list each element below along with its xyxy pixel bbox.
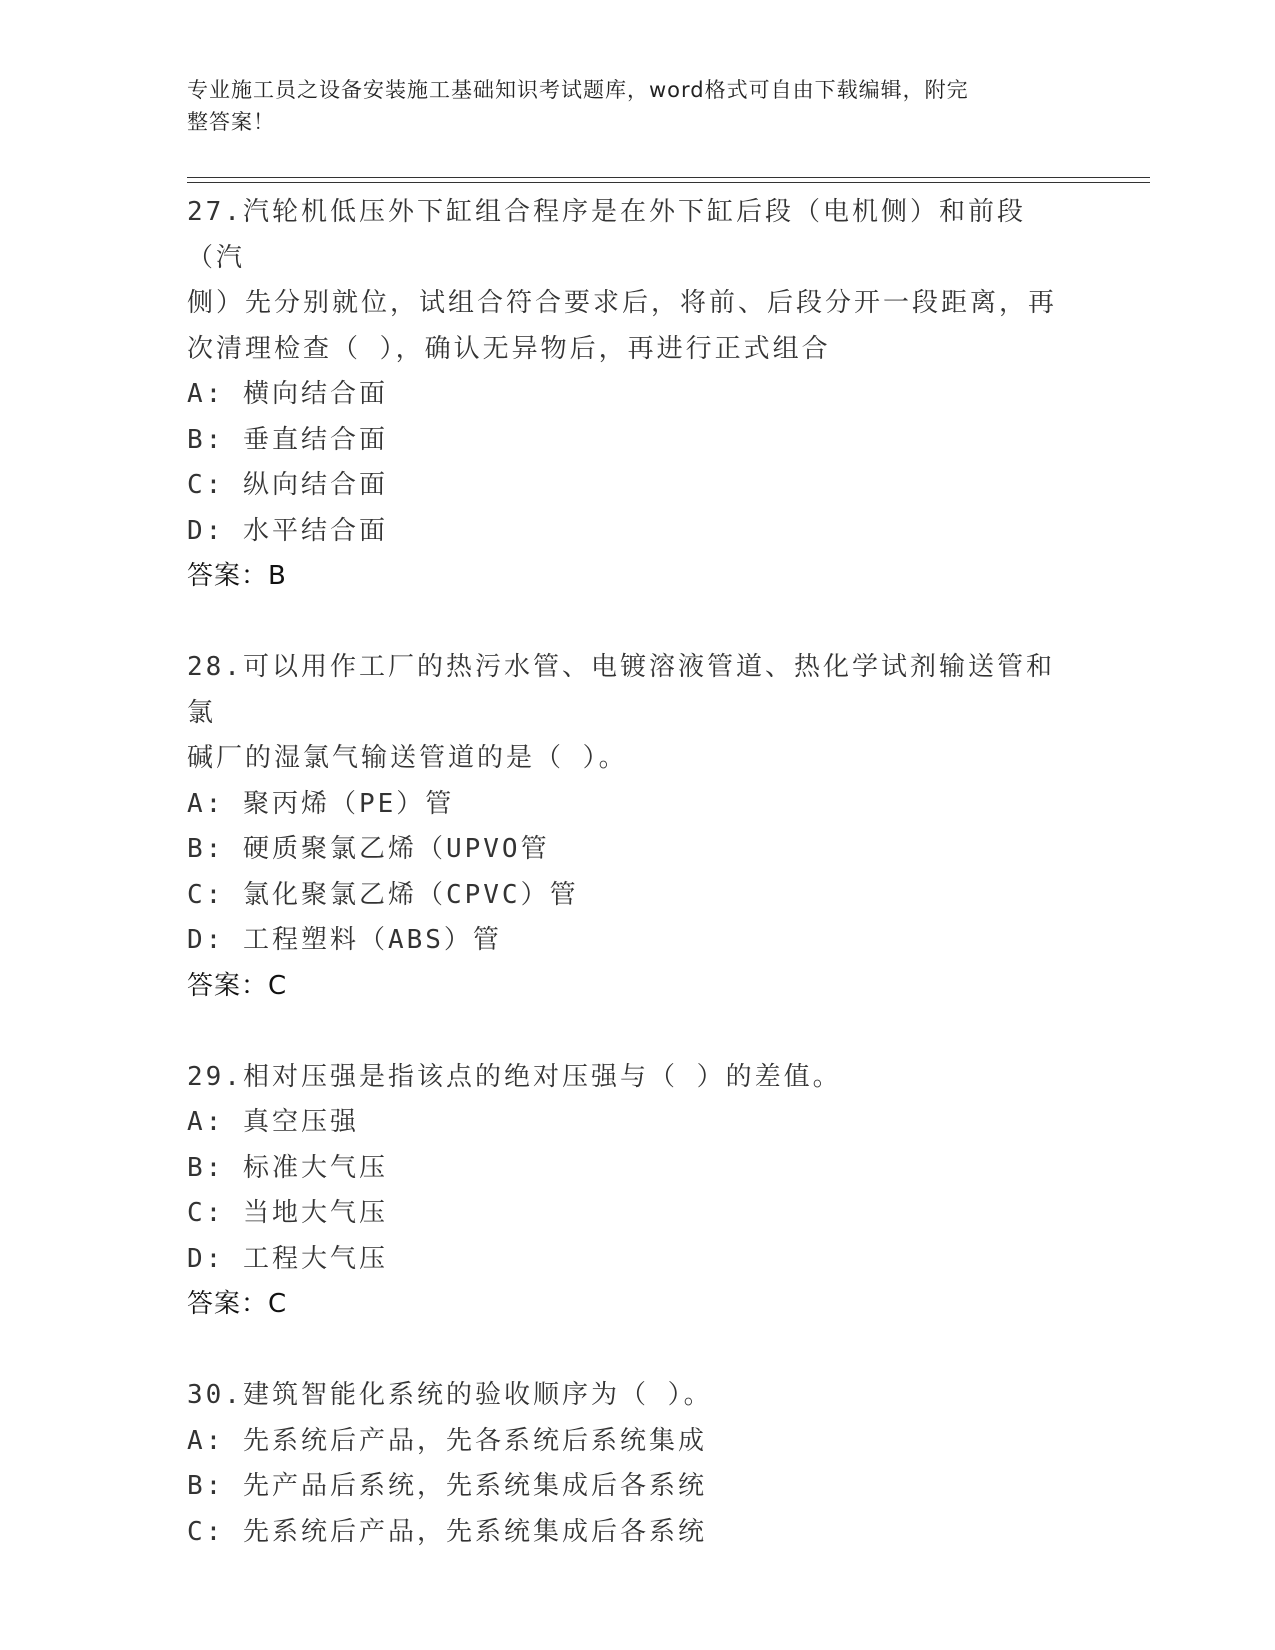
question-stem-line: 30.建筑智能化系统的验收顺序为（ ）。 — [187, 1380, 713, 1410]
question-spacer — [187, 1328, 1067, 1374]
question-30 — [187, 1373, 1067, 1555]
answer-label: 答案：C — [187, 1289, 288, 1319]
option-b: B: 硬质聚氯乙烯（UPVO管 — [187, 834, 550, 864]
option-c: C: 当地大气压 — [187, 1198, 388, 1228]
option-b: B: 先产品后系统，先系统集成后各系统 — [187, 1471, 707, 1501]
question-spacer — [187, 1009, 1067, 1055]
header-line-1: 专业施工员之设备安装施工基础知识考试题库，word格式可自由下载编辑，附完 — [187, 78, 969, 102]
question-spacer — [187, 600, 1067, 646]
question-list — [187, 190, 1067, 1555]
option-a: A: 聚丙烯（PE）管 — [187, 788, 455, 819]
option-b: B: 垂直结合面 — [187, 424, 388, 455]
question-28 — [187, 645, 1067, 1009]
question-stem-line: 次清理检查（ ），确认无异物后，再进行正式组合 — [187, 333, 831, 364]
question-stem-line: 侧）先分别就位，试组合符合要求后，将前、后段分开一段距离，再 — [187, 288, 1058, 318]
option-c: C: 纵向结合面 — [187, 470, 388, 500]
question-27 — [187, 190, 1067, 600]
header-divider-top — [187, 177, 1150, 178]
question-stem-line: 29.相对压强是指该点的绝对压强与（ ）的差值。 — [187, 1061, 842, 1092]
option-a: A: 先系统后产品，先各系统后系统集成 — [187, 1425, 707, 1456]
option-a: A: 横向结合面 — [187, 379, 388, 409]
document-header — [187, 74, 1067, 138]
header-line-2: 整答案！ — [187, 110, 275, 134]
option-d: D: 工程塑料（ABS）管 — [187, 925, 502, 955]
option-a: A: 真空压强 — [187, 1107, 359, 1137]
question-29 — [187, 1055, 1067, 1328]
option-c: C: 先系统后产品，先系统集成后各系统 — [187, 1516, 707, 1547]
question-stem-line: 27.汽轮机低压外下缸组合程序是在外下缸后段（电机侧）和前段（汽 — [187, 197, 1026, 273]
answer-label: 答案：B — [187, 561, 287, 591]
option-b: B: 标准大气压 — [187, 1152, 388, 1183]
header-divider-bottom — [187, 182, 1150, 183]
question-stem-line: 28.可以用作工厂的热污水管、电镀溶液管道、热化学试剂输送管和氯 — [187, 652, 1055, 728]
option-c: C: 氯化聚氯乙烯（CPVC）管 — [187, 879, 579, 910]
option-d: D: 工程大气压 — [187, 1243, 388, 1274]
option-d: D: 水平结合面 — [187, 515, 388, 546]
answer-label: 答案：C — [187, 970, 288, 1001]
question-stem-line: 碱厂的湿氯气输送管道的是（ ）。 — [187, 743, 628, 773]
